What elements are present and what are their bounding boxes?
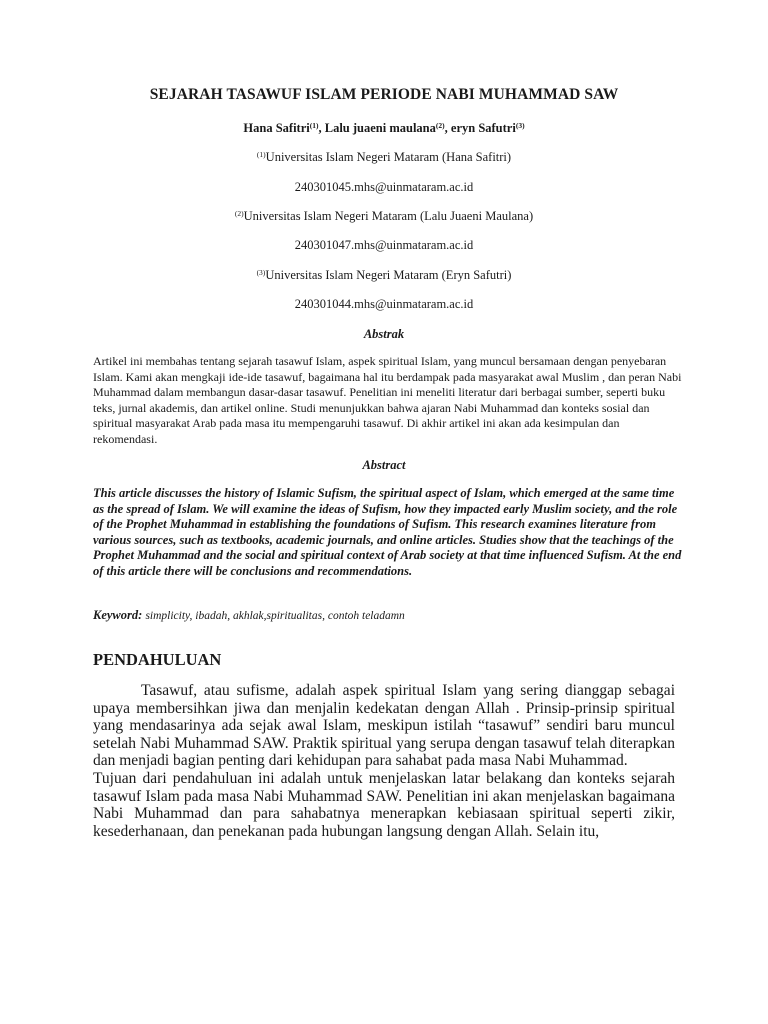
abstract-text: This article discusses the history of Islamic Sufism, the spiritual aspect of Islam, which emerged at the same time as the spread of Islam. We will examine the ideas of Sufism, how they impacted early Muslim society, and the role of the Prophet Muhammad in establishing the foundations of Sufism. This research examines literature from various sources, such as textbooks, academic journals, and online articles. Studies show that the teachings of the Prophet Muhammad and the social and spiritual context of Arab society at that time influenced Sufism. At the end of this article there will be conclusions and recommendations. xyxy=(93,486,682,578)
email-3[interactable]: 240301044.mhs@uinmataram.ac.id xyxy=(294,297,474,311)
paper-title: SEJARAH TASAWUF ISLAM PERIODE NABI MUHAMMAD SAW xyxy=(149,86,619,103)
body-text xyxy=(93,682,675,840)
author-separator: , xyxy=(318,121,325,135)
abstrak-heading: Abstrak xyxy=(363,327,405,341)
affiliation-1 xyxy=(0,150,768,165)
affiliation-text: Universitas Islam Negeri Mataram (Eryn Safutri) xyxy=(265,268,512,282)
paragraph: Tujuan dari pendahuluan ini adalah untuk menjelaskan latar belakang dan konteks sejarah tasawuf Islam pada masa Nabi Muhammad SAW. Penelitian ini akan menjelaskan bagaimana Nabi Muhammad dan para sahabatnya menerapkan kebiasaan spiritual seperti zikir, kesederhanaan, dan penekanan pada hubungan langsung dengan Allah. Selain itu, xyxy=(93,769,675,840)
affiliation-sup: (1) xyxy=(256,150,266,159)
keyword-line xyxy=(93,608,683,623)
keyword-list: simplicity, ibadah, akhlak,spiritualitas, contoh teladamn xyxy=(145,610,405,622)
author-sup: (2) xyxy=(435,121,445,130)
affiliation-2 xyxy=(0,209,768,224)
author-line xyxy=(0,121,768,136)
affiliation-3 xyxy=(0,268,768,283)
section-heading-pendahuluan: PENDAHULUAN xyxy=(93,650,222,669)
affiliation-sup: (3) xyxy=(256,268,266,277)
paragraph: Tasawuf, atau sufisme, adalah aspek spiritual Islam yang sering dianggap sebagai upaya membersihkan jiwa dan menjalin kedekatan dengan Allah . Prinsip-prinsip spiritual yang mendasarinya ada sejak awal Islam, meskipun istilah “tasawuf” sendiri baru muncul setelah Nabi Muhammad SAW. Praktik spiritual yang serupa dengan tasawuf telah diterapkan dan menjadi bagian penting dari kehidupan para sahabat pada masa Nabi Muhammad. xyxy=(93,682,675,770)
affiliation-sup: (2) xyxy=(234,209,244,218)
affiliation-text: Universitas Islam Negeri Mataram (Hana Safitri) xyxy=(265,150,512,164)
author-name: eryn Safutri xyxy=(450,121,516,135)
keyword-label: Keyword: xyxy=(93,608,143,622)
author-sup: (1) xyxy=(309,121,319,130)
author-separator: , xyxy=(444,121,451,135)
affiliation-text: Universitas Islam Negeri Mataram (Lalu Juaeni Maulana) xyxy=(243,209,534,223)
abstrak-text: Artikel ini membahas tentang sejarah tasawuf Islam, aspek spiritual Islam, yang muncul bersamaan dengan penyebaran Islam. Kami akan mengkaji ide-ide tasawuf, bagaimana hal itu berdampak pada masyarakat awal Muslim , dan peran Nabi Muhammad dalam membangun dasar-dasar tasawuf. Penelitian ini meneliti literatur dari berbagai sumber, seperti buku teks, jurnal akademis, dan artikel online. Studi menunjukkan bahwa ajaran Nabi Muhammad dan konteks sosial dan spiritual masyarakat Arab pada masa itu mempengaruhi tasawuf. Di akhir artikel ini akan ada kesimpulan dan rekomendasi. xyxy=(93,354,682,446)
email-1[interactable]: 240301045.mhs@uinmataram.ac.id xyxy=(294,180,474,194)
author-sup: (3) xyxy=(515,121,525,130)
author-name: Hana Safitri xyxy=(243,121,310,135)
author-name: Lalu juaeni maulana xyxy=(324,121,436,135)
abstract-heading: Abstract xyxy=(362,458,406,472)
email-2[interactable]: 240301047.mhs@uinmataram.ac.id xyxy=(294,238,474,252)
